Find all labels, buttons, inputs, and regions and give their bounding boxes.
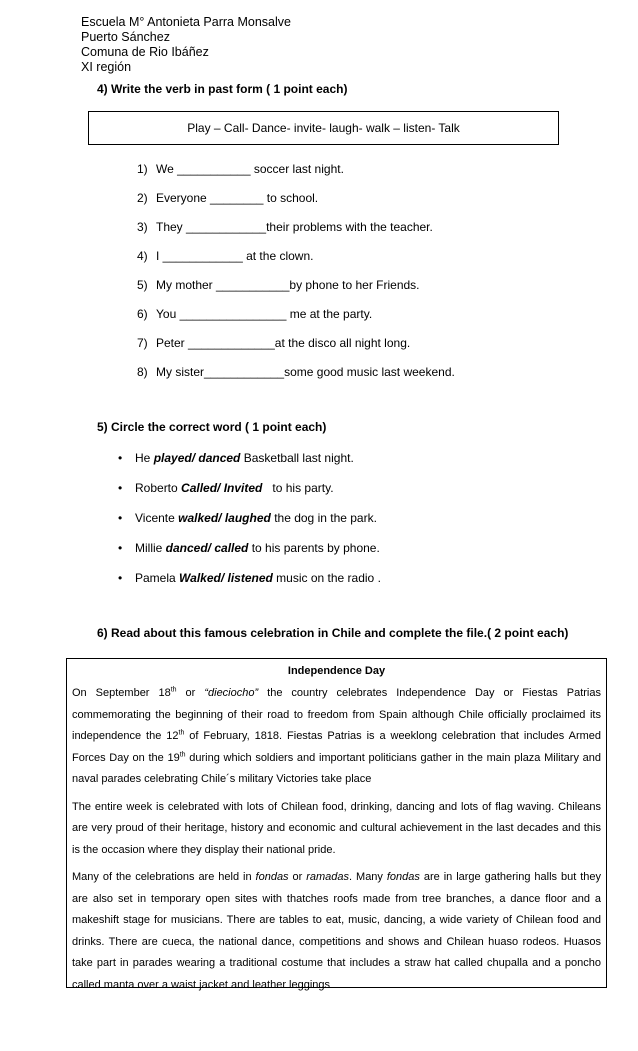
text-run: during which soldiers and important politicians gather in the main plaza Military and naval parades celebrating Chile´s military Victories take place bbox=[72, 751, 601, 785]
text-run: of February, 1818. Fiestas Patrias is a weeklong celebration that includes Armed Forces Day on the 19 bbox=[72, 730, 602, 764]
exercise-item bbox=[137, 364, 455, 393]
bullet-icon: • bbox=[118, 571, 123, 585]
sentence-end: music on the radio . bbox=[272, 571, 381, 585]
place-name: Puerto Sánchez bbox=[81, 30, 170, 44]
item-number: 4) bbox=[137, 249, 148, 263]
paragraph-3 bbox=[72, 867, 601, 996]
section5-title: 5) Circle the correct word ( 1 point each) bbox=[97, 420, 327, 434]
school-name: Escuela M° Antonieta Parra Monsalve bbox=[81, 15, 291, 29]
text-run: are in large gathering halls but they are also set in temporary open sites with thatches roofs made from tree branches, a dance floor and a makeshift stage for musicians. There are tables to eat, music, dancing, a wide variety of Chilean food and drinks. There are cueca, the national dance, competitions and shows and Chilean huaso rodeos. Huasos take part in parades wearing a traditional costume that includes a straw hat called chupalla and a poncho called manta over a waist jacket and leather leggings bbox=[72, 871, 601, 991]
item-sentence: Everyone ________ to school. bbox=[156, 191, 319, 205]
school-header bbox=[81, 15, 291, 75]
sentence-start: He bbox=[135, 451, 154, 465]
item-sentence: My sister____________some good music last weekend. bbox=[156, 365, 455, 379]
word-options[interactable]: played/ danced bbox=[153, 451, 241, 465]
circle-item bbox=[118, 510, 381, 540]
text-run: Many of the celebrations are held in bbox=[72, 871, 256, 883]
bullet-icon: • bbox=[118, 541, 123, 555]
item-number: 6) bbox=[137, 307, 148, 321]
exercise-item bbox=[137, 277, 455, 306]
superscript: th bbox=[178, 729, 185, 737]
text-run: or bbox=[288, 871, 307, 883]
circle-item bbox=[118, 540, 381, 570]
word-options[interactable]: danced/ called bbox=[165, 541, 249, 555]
exercise-item bbox=[137, 190, 455, 219]
text-run: . Many bbox=[349, 871, 387, 883]
sentence-start: Vicente bbox=[135, 511, 179, 525]
text-run: the country celebrates Independence Day or Fiestas Patrias commemorating the beginning of their road to freedom from Spain although Chile officially proclaimed its independence the 12 bbox=[72, 687, 601, 742]
sentence-end: Basketball last night. bbox=[240, 451, 354, 465]
reading-title: Independence Day bbox=[287, 665, 386, 677]
section6-title: 6) Read about this famous celebration in Chile and complete the file.( 2 point each) bbox=[97, 626, 569, 640]
word-options[interactable]: Called/ Invited bbox=[181, 481, 263, 495]
item-sentence: We ___________ soccer last night. bbox=[156, 162, 344, 176]
sentence-end: to his party. bbox=[262, 481, 334, 495]
item-sentence: I ____________ at the clown. bbox=[156, 249, 314, 263]
word-bank-text: Play – Call- Dance- invite- laugh- walk – listen- Talk bbox=[187, 121, 460, 135]
reading-passage-box bbox=[66, 658, 607, 991]
sentence-start: Pamela bbox=[135, 571, 180, 585]
item-sentence: My mother ___________by phone to her Friends. bbox=[156, 278, 420, 292]
bullet-icon: • bbox=[118, 481, 123, 495]
circle-item bbox=[118, 450, 381, 480]
item-number: 2) bbox=[137, 191, 148, 205]
sentence-start: Millie bbox=[135, 541, 166, 555]
word-options[interactable]: walked/ laughed bbox=[178, 511, 271, 525]
sentence-start: Roberto bbox=[135, 481, 182, 495]
exercise-item bbox=[137, 248, 455, 277]
circle-item bbox=[118, 480, 381, 510]
item-sentence: Peter _____________at the disco all night long. bbox=[156, 336, 411, 350]
paragraph-2: The entire week is celebrated with lots of Chilean food, drinking, dancing and lots of flag waving. Chileans are very proud of their heritage, history and economic and cultural achievement in the last decades and this is the occasion where they display their national pride. bbox=[72, 800, 601, 856]
item-number: 5) bbox=[137, 278, 148, 292]
bullet-icon: • bbox=[118, 511, 123, 525]
region-name: XI región bbox=[81, 60, 132, 74]
circle-item bbox=[118, 570, 381, 600]
section4-title: 4) Write the verb in past form ( 1 point each) bbox=[97, 82, 348, 96]
exercise-item bbox=[137, 335, 455, 364]
italic-term: fondas bbox=[255, 871, 289, 883]
sentence-end: the dog in the park. bbox=[270, 511, 377, 525]
item-sentence: You ________________ me at the party. bbox=[156, 307, 373, 321]
item-number: 1) bbox=[137, 162, 148, 176]
italic-term: “dieciocho” bbox=[204, 687, 259, 699]
item-number: 3) bbox=[137, 220, 148, 234]
item-number: 8) bbox=[137, 365, 148, 379]
italic-term: fondas bbox=[386, 871, 420, 883]
paragraph-1 bbox=[72, 683, 601, 791]
bullet-icon: • bbox=[118, 451, 123, 465]
commune-name: Comuna de Rio Ibáñez bbox=[81, 45, 209, 59]
superscript: th bbox=[170, 686, 177, 694]
item-sentence: They ____________their problems with the teacher. bbox=[156, 220, 433, 234]
item-number: 7) bbox=[137, 336, 148, 350]
text-run: or bbox=[176, 687, 205, 699]
superscript: th bbox=[179, 750, 186, 758]
text-run: On September 18 bbox=[72, 687, 171, 699]
past-form-exercise-list bbox=[137, 161, 455, 393]
exercise-item bbox=[137, 306, 455, 335]
sentence-end: to his parents by phone. bbox=[248, 541, 380, 555]
italic-term: ramadas bbox=[306, 871, 350, 883]
circle-word-list bbox=[118, 450, 381, 600]
exercise-item bbox=[137, 161, 455, 190]
word-bank-box bbox=[88, 111, 559, 145]
word-options[interactable]: Walked/ listened bbox=[179, 571, 273, 585]
exercise-item bbox=[137, 219, 455, 248]
